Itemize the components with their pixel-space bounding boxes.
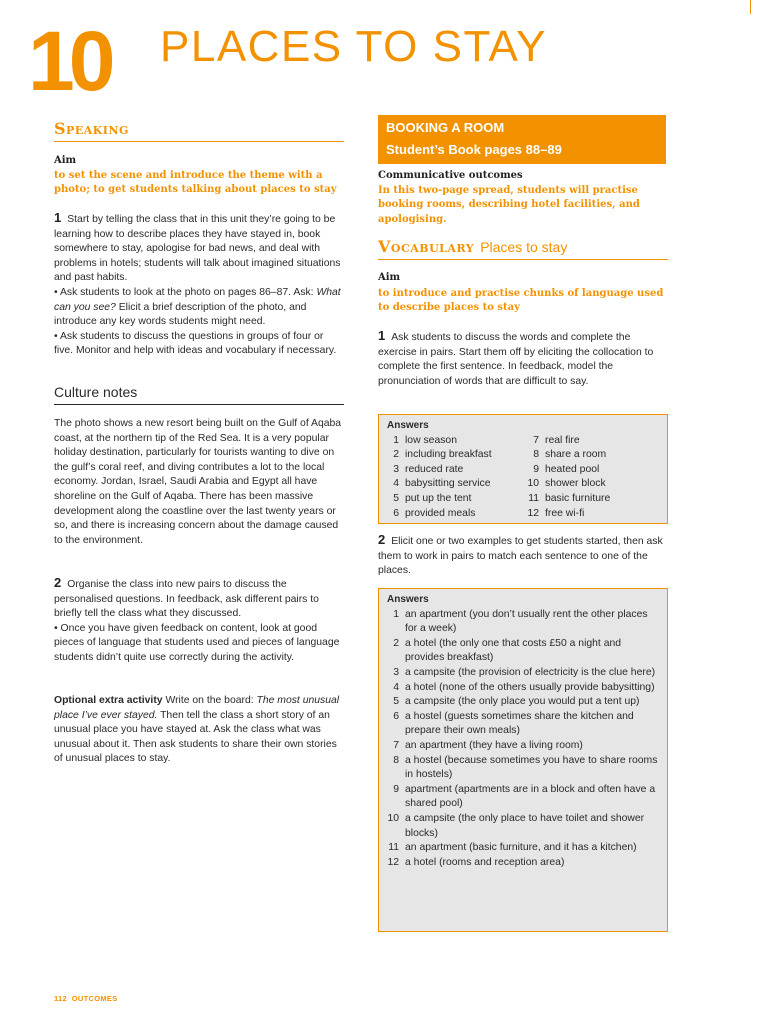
answer-text: put up the tent	[405, 492, 472, 504]
answer-item	[527, 463, 657, 478]
culture-notes-text: The photo shows a new resort being built on the Gulf of Aqaba coast, at the northern tip of the Red Sea. It is a very popular holiday destination, particularly for tourists wanting to dive on the gulf’s coral reef, and diving contributes a lot to the local economy. Jordan, Israel, Saudi Arabia and Egypt all have shoreline on the Gulf of Aqaba. There has been massive development along the coastline over the last twenty years or so, and there is increasing concern about the damage caused to the environment.	[54, 418, 342, 546]
step-number: 1	[378, 328, 386, 343]
answers-heading: Answers	[387, 420, 429, 431]
unit-number: 10	[28, 14, 110, 108]
extra-quote: The most unusual place I’ve ever stayed.	[54, 695, 340, 721]
outcomes-label: Communicative outcomes	[378, 170, 523, 181]
step-number: 1	[54, 210, 62, 225]
answer-item	[387, 754, 659, 783]
speaking-heading: Speaking	[54, 118, 344, 142]
vocabulary-aim	[378, 271, 668, 316]
answers-right-list	[527, 434, 657, 522]
answer-item	[387, 695, 659, 710]
answer-text: reduced rate	[405, 463, 464, 475]
answer-text: provided meals	[405, 507, 476, 519]
aim-text: to introduce and practise chunks of language used to describe places to stay	[378, 287, 664, 314]
answer-number: 12	[387, 856, 399, 868]
booking-title: BOOKING A ROOM	[386, 120, 505, 135]
answer-text: real fire	[545, 434, 580, 446]
aim-label: Aim	[54, 155, 77, 166]
answer-text: basic furniture	[545, 492, 611, 504]
communicative-outcomes	[378, 169, 668, 227]
optional-extra-activity	[54, 694, 344, 767]
answer-number: 6	[393, 507, 399, 519]
answer-item	[387, 608, 659, 637]
answer-text: an apartment (you don’t usually rent the other places for a week)	[405, 608, 648, 635]
step-text: Elicit one or two examples to get students started, then ask them to work in pairs to match each sentence to one of the places.	[378, 536, 663, 577]
vocabulary-step-1	[378, 329, 668, 389]
bullet-text: Elicit a brief description of the photo, and introduce any key words students might need.	[54, 301, 307, 328]
answer-item	[527, 507, 657, 522]
answer-text: low season	[405, 434, 457, 446]
answers-box-2	[378, 588, 668, 932]
extra-text: Then tell the class a short story of an unusual place you have stayed at. Ask the class what was unusual about it. Then ask students to share their own stories of unusual places to stay.	[54, 709, 337, 765]
speaking-step-2	[54, 576, 344, 666]
answer-number: 1	[393, 608, 399, 620]
answer-item	[387, 434, 527, 449]
answer-number: 2	[393, 637, 399, 649]
answer-number: 10	[527, 478, 539, 490]
answer-number: 12	[527, 507, 539, 519]
answer-item	[387, 856, 659, 871]
answer-text: share a room	[545, 449, 607, 461]
speaking-aim	[54, 154, 344, 198]
answer-text: a hotel (none of the others usually provide babysitting)	[405, 681, 655, 693]
answer-text: a hotel (the only one that costs £50 a night and provides breakfast)	[405, 637, 622, 664]
answer-text: a campsite (the only place you would put a tent up)	[405, 696, 640, 708]
bullet-item: • Once you have given feedback on content, look at good pieces of language that students used and pieces of language students didn’t quite use correctly during the activity.	[54, 622, 340, 663]
answer-item	[387, 448, 527, 463]
bullet-text: • Ask students to look at the photo on pages 86–87. Ask:	[54, 286, 317, 298]
answer-number: 7	[533, 434, 539, 446]
answer-number: 10	[387, 812, 399, 824]
extra-label: Optional extra activity	[54, 695, 163, 706]
answer-item	[527, 477, 657, 492]
step-text: Start by telling the class that in this unit they’re going to be learning how to describe places they have stayed in, book somewhere to stay, apologise for bad news, and deal with problems in hotels; students will talk about imagined situations and past habits.	[54, 214, 341, 284]
answer-text: a campsite (the provision of electricity is the clue here)	[405, 666, 656, 678]
answer-number: 11	[388, 842, 399, 854]
answer-item	[387, 783, 659, 812]
bullet-item: • Ask students to discuss the questions in groups of four or five. Monitor and help with ideas and vocabulary if necessary.	[54, 330, 337, 357]
answer-item	[387, 812, 659, 841]
answer-number: 2	[393, 449, 399, 461]
answer-text: an apartment (basic furniture, and it has a kitchen)	[405, 842, 637, 854]
answer-item	[527, 448, 657, 463]
answer-text: apartment (apartments are in a block and often have a shared pool)	[405, 783, 656, 810]
answer-item	[387, 841, 659, 856]
speaking-step-1	[54, 211, 344, 359]
step-number: 2	[54, 575, 62, 590]
answer-number: 11	[528, 492, 539, 504]
answer-text: a hostel (guests sometimes share the kitchen and prepare their own meals)	[405, 710, 634, 737]
vocabulary-heading	[378, 236, 668, 260]
booking-pages: Student’s Book pages 88–89	[386, 142, 562, 157]
answer-item	[387, 477, 527, 492]
answer-text: a hotel (rooms and reception area)	[405, 856, 565, 868]
answer-number: 3	[393, 666, 399, 678]
answer-number: 5	[393, 696, 399, 708]
answers-list	[387, 608, 659, 871]
answers-left-list	[387, 434, 527, 522]
answer-number: 4	[393, 478, 399, 490]
answer-text: free wi-fi	[545, 507, 585, 519]
answer-item	[387, 710, 659, 739]
answer-item	[387, 507, 527, 522]
step-number: 2	[378, 532, 386, 547]
book-title: OUTCOMES	[71, 994, 118, 1003]
aim-label: Aim	[378, 272, 401, 283]
bullet-item	[54, 286, 344, 330]
answer-number: 3	[393, 463, 399, 475]
answer-item	[387, 492, 527, 507]
answer-number: 6	[393, 710, 399, 722]
answer-text: including breakfast	[405, 449, 492, 461]
extra-text: Write on the board:	[162, 695, 257, 706]
answer-item	[527, 434, 657, 449]
aim-text: to set the scene and introduce the theme with a photo; to get students talking about places to stay	[54, 169, 337, 196]
vocabulary-step-2	[378, 533, 668, 579]
answers-heading: Answers	[387, 594, 429, 605]
answer-text: heated pool	[545, 463, 600, 475]
page-number: 112	[54, 994, 67, 1003]
step-text: Organise the class into new pairs to discuss the personalised questions. In feedback, ask different pairs to briefly tell the class what they discussed.	[54, 579, 319, 620]
vocabulary-subtitle: Places to stay	[480, 239, 568, 255]
answer-number: 9	[533, 463, 539, 475]
answer-number: 8	[533, 449, 539, 461]
page-corner-mark	[750, 0, 768, 18]
answer-item	[387, 681, 659, 696]
bullet-question: What can you see?	[54, 286, 341, 313]
unit-title: PLACES TO STAY	[160, 22, 547, 71]
answer-number: 5	[393, 492, 399, 504]
answer-number: 7	[393, 739, 399, 751]
answer-number: 4	[393, 681, 399, 693]
answers-grid	[387, 434, 659, 522]
answer-number: 8	[393, 754, 399, 766]
answers-box-1	[378, 414, 668, 524]
outcomes-text: In this two-page spread, students will practise booking rooms, describing hotel facilities, and apologising.	[378, 184, 640, 225]
answer-item	[387, 666, 659, 681]
answer-item	[387, 739, 659, 754]
culture-notes-heading: Culture notes	[54, 382, 344, 405]
answer-text: shower block	[545, 478, 606, 490]
answer-text: a hostel (because sometimes you have to share rooms in hostels)	[405, 754, 658, 781]
answer-item	[387, 463, 527, 478]
answer-item	[527, 492, 657, 507]
vocabulary-title: Vocabulary	[378, 237, 475, 256]
page-footer	[54, 992, 118, 1007]
answer-text: an apartment (they have a living room)	[405, 739, 583, 751]
answer-text: babysitting service	[405, 478, 491, 490]
answer-number: 1	[393, 434, 399, 446]
answer-number: 9	[393, 783, 399, 795]
answer-text: a campsite (the only place to have toilet and shower blocks)	[405, 812, 645, 839]
answer-item	[387, 637, 659, 666]
step-text: Ask students to discuss the words and complete the exercise in pairs. Start them off by eliciting the collocation to complete the first sentence. In feedback, model the pronunciation of words that are difficult to say.	[378, 332, 654, 387]
booking-banner	[378, 115, 666, 164]
